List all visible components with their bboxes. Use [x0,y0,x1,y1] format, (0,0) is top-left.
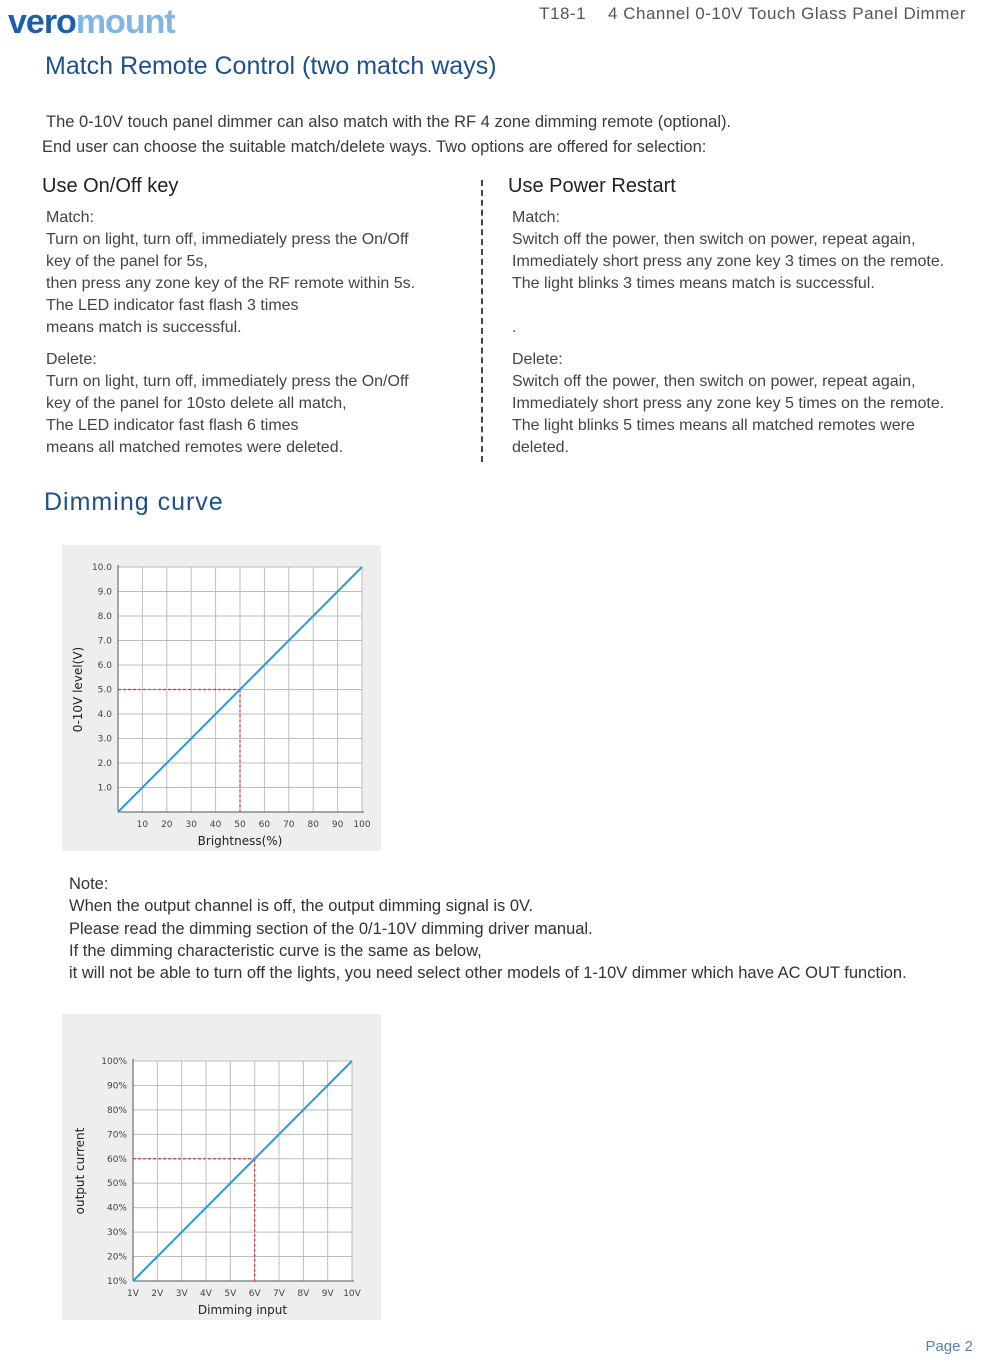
y-tick-label: 3.0 [97,734,112,745]
y-tick-label: 2.0 [97,759,112,769]
power-restart-heading: Use Power Restart [508,175,676,197]
brand-logo [8,2,175,42]
y-tick-label: 9.0 [97,587,112,598]
x-tick-label: 100 [353,820,371,830]
note-label: Note: [69,875,109,893]
x-tick-label: 90 [331,820,344,830]
y-tick-label: 1.0 [97,783,112,794]
restart-match-label: Match: [512,209,561,226]
x-tick-label: 20 [161,820,173,830]
x-tick-label: 50 [234,820,246,830]
x-tick-label: 7V [273,1289,285,1299]
restart-match-line: The light blinks 3 times means match is successful. [512,275,875,292]
onoff-delete-line: The LED indicator fast flash 6 times [46,417,299,434]
onoff-match-line: The LED indicator fast flash 3 times [46,297,299,314]
power-restart-column [508,175,958,459]
x-tick-label: 1V [127,1289,139,1299]
restart-delete-line: The light blinks 5 times means all matched remotes were [512,417,915,434]
restart-delete-line: Switch off the power, then switch on power, repeat again, [512,373,916,390]
logo-text-vero: vero [8,3,76,41]
x-tick-label: 10V [343,1289,361,1299]
y-axis-label: output current [73,1127,87,1215]
x-tick-label: 4V [200,1289,212,1299]
onoff-match-line: key of the panel for 5s, [46,253,208,270]
x-tick-label: 60 [258,820,271,830]
restart-delete-label: Delete: [512,351,563,368]
onoff-match-line: then press any zone key of the RF remote within 5s. [46,275,416,292]
note-line: Please read the dimming section of the 0/1-10V dimming driver manual. [69,919,593,938]
y-tick-label: 80% [106,1105,127,1116]
note-line: it will not be able to turn off the lights, you need select other models of 1-10V dimmer which have AC OUT function. [69,964,907,983]
note-line: If the dimming characteristic curve is the same as below, [69,941,482,960]
x-tick-label: 6V [248,1289,261,1299]
x-tick-label: 3V [175,1289,188,1299]
y-axis-label: 0-10V level(V) [71,646,85,733]
x-tick-label: 70 [283,820,295,830]
y-tick-label: 90% [106,1081,127,1092]
restart-match-line [512,295,958,317]
y-tick-label: 60% [106,1154,127,1165]
y-tick-label: 5.0 [97,685,112,696]
onoff-key-column [42,175,462,459]
document-title [539,4,966,24]
y-tick-label: 8.0 [97,612,112,622]
product-code: T18-1 [539,4,587,23]
restart-match-line: . [512,319,517,336]
onoff-delete-line: Turn on light, turn off, immediately press the On/Off [46,373,409,390]
onoff-delete-label: Delete: [46,351,97,368]
onoff-key-heading: Use On/Off key [42,175,179,197]
intro-line-1: The 0-10V touch panel dimmer can also match with the RF 4 zone dimming remote (optional). [46,113,732,131]
x-tick-label: 8V [297,1289,310,1299]
restart-delete-line: deleted. [512,439,569,456]
logo-text-mount: mount [75,3,175,41]
y-tick-label: 10.0 [91,563,112,573]
page-number: Page 2 [925,1338,973,1355]
output-current-chart [62,1014,381,1320]
onoff-delete-line: key of the panel for 10sto delete all match, [46,395,347,412]
note-line: When the output channel is off, the output dimming signal is 0V. [69,897,534,916]
output-current-chart-panel [62,1014,381,1320]
restart-match-line: Immediately short press any zone key 3 times on the remote. [512,253,945,270]
y-tick-label: 30% [106,1228,127,1239]
onoff-match-line: Turn on light, turn off, immediately press the On/Off [46,231,409,248]
y-tick-label: 6.0 [97,661,112,671]
product-name: 4 Channel 0-10V Touch Glass Panel Dimmer [608,4,966,23]
brightness-chart-panel [62,545,381,851]
y-tick-label: 40% [106,1203,127,1214]
x-tick-label: 30 [185,820,197,830]
x-tick-label: 40 [209,820,222,830]
x-axis-label: Dimming input [197,1303,288,1317]
x-tick-label: 80 [307,820,319,830]
x-tick-label: 2V [151,1289,164,1299]
onoff-delete-line: means all matched remotes were deleted. [46,439,344,456]
x-tick-label: 10 [136,820,149,830]
dimming-note [69,873,907,984]
x-axis-label: Brightness(%) [197,834,283,848]
onoff-match-line: means match is successful. [46,319,242,336]
onoff-match-label: Match: [46,209,95,226]
x-tick-label: 5V [224,1289,237,1299]
y-tick-label: 7.0 [97,636,112,647]
restart-match-line: Switch off the power, then switch on power, repeat again, [512,231,916,248]
match-section-title: Match Remote Control (two match ways) [45,52,497,80]
restart-delete-line: Immediately short press any zone key 5 times on the remote. [512,395,945,412]
match-intro [42,110,731,160]
column-divider [481,180,483,462]
dimming-section-title: Dimming curve [44,488,224,516]
y-tick-label: 50% [106,1179,127,1190]
y-tick-label: 20% [106,1252,127,1263]
x-tick-label: 9V [321,1289,334,1299]
y-tick-label: 4.0 [97,710,112,720]
y-tick-label: 100% [101,1057,127,1067]
intro-line-2: End user can choose the suitable match/delete ways. Two options are offered for selection: [42,138,707,156]
y-tick-label: 10% [106,1277,127,1287]
y-tick-label: 70% [106,1130,127,1141]
brightness-chart [62,545,381,851]
